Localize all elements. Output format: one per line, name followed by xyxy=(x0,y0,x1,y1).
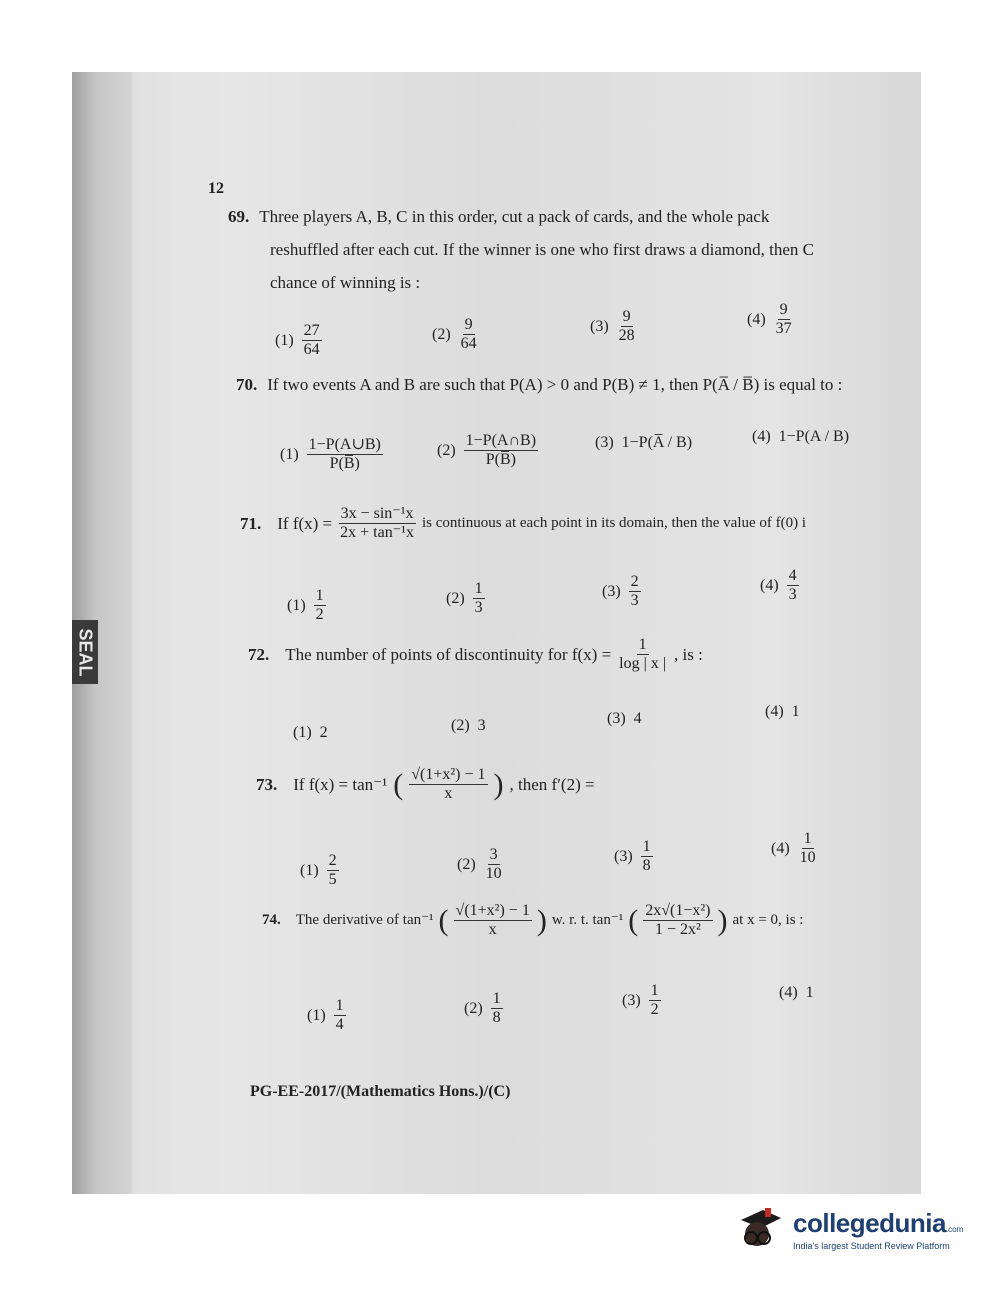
numerator: 1 xyxy=(650,982,659,999)
fraction xyxy=(302,322,322,359)
option-69-2[interactable] xyxy=(432,316,479,353)
question-text: The derivative of tan⁻¹ xyxy=(295,912,434,928)
numerator: √(1+x²) − 1 xyxy=(455,902,530,919)
option-text: 4 xyxy=(633,710,642,727)
denominator: P(B̅) xyxy=(485,451,516,468)
option-label: (1) xyxy=(293,724,312,741)
fraction xyxy=(314,587,326,624)
denominator: 10 xyxy=(799,849,816,866)
question-70 xyxy=(236,368,926,401)
denominator: 64 xyxy=(460,335,477,352)
option-70-1[interactable] xyxy=(280,436,383,473)
option-71-4[interactable] xyxy=(760,567,799,604)
option-label: (4) xyxy=(760,576,779,594)
numerator: 1 xyxy=(335,997,344,1014)
option-70-2[interactable] xyxy=(437,432,538,469)
option-label: (4) xyxy=(747,310,766,328)
fraction xyxy=(484,846,504,883)
denominator: 2 xyxy=(650,1001,659,1018)
denominator: log | x | xyxy=(619,655,667,672)
question-number: 71. xyxy=(240,514,262,533)
fraction xyxy=(459,316,479,353)
numerator: 1 xyxy=(638,636,647,653)
logo-tagline: India's largest Student Review Platform xyxy=(793,1240,950,1251)
question-text: , is : xyxy=(674,645,703,664)
question-71 xyxy=(240,505,930,542)
denominator: 10 xyxy=(485,865,502,882)
fraction xyxy=(787,567,799,604)
numerator: √(1+x²) − 1 xyxy=(411,766,486,783)
option-74-1[interactable] xyxy=(307,997,346,1034)
option-label: (3) xyxy=(607,710,626,727)
question-text: is continuous at each point in its domain, then the value of f(0) i xyxy=(421,515,807,531)
numerator: 1 xyxy=(642,838,651,855)
option-label: (2) xyxy=(437,441,456,459)
question-number: 69. xyxy=(228,207,250,226)
option-71-2[interactable] xyxy=(446,580,485,617)
question-text: The number of points of discontinuity for f(x) = xyxy=(285,645,612,664)
option-label: (1) xyxy=(300,861,319,879)
option-71-1[interactable] xyxy=(287,587,326,624)
option-label: (3) xyxy=(614,847,633,865)
fraction xyxy=(473,580,485,617)
option-72-1[interactable] xyxy=(293,724,328,742)
option-69-1[interactable] xyxy=(275,322,322,359)
option-label: (2) xyxy=(451,717,470,734)
option-label: (3) xyxy=(595,434,614,451)
denominator: 5 xyxy=(328,871,337,888)
collegedunia-logo[interactable] xyxy=(735,1198,965,1260)
question-text: Three players A, B, C in this order, cut a pack of cards, and the whole pack xyxy=(259,207,770,226)
denominator: 28 xyxy=(618,327,635,344)
option-label: (1) xyxy=(280,445,299,463)
denominator: 3 xyxy=(788,586,797,603)
option-69-4[interactable] xyxy=(747,301,794,338)
option-74-3[interactable] xyxy=(622,982,661,1019)
question-text: If f(x) = tan⁻¹ xyxy=(293,775,388,794)
denominator: 37 xyxy=(775,320,792,337)
question-74 xyxy=(262,902,803,939)
option-label: (4) xyxy=(752,428,771,445)
fraction xyxy=(649,982,661,1019)
right-paren: ) xyxy=(493,768,504,801)
option-label: (3) xyxy=(602,582,621,600)
fraction xyxy=(338,505,416,542)
question-number: 74. xyxy=(262,912,281,928)
numerator: 1 xyxy=(492,990,501,1007)
question-text: reshuffled after each cut. If the winner is one who first draws a diamond, then C xyxy=(270,240,814,259)
fraction xyxy=(643,902,712,939)
option-text: 1 xyxy=(805,984,814,1001)
numerator: 9 xyxy=(779,301,788,318)
option-label: (2) xyxy=(457,855,476,873)
left-paren: ( xyxy=(438,904,449,937)
side-tab xyxy=(72,620,98,684)
fraction xyxy=(454,902,532,939)
fraction xyxy=(617,308,637,345)
option-72-4[interactable] xyxy=(765,703,800,721)
option-text: 2 xyxy=(319,724,328,741)
option-73-1[interactable] xyxy=(300,852,339,889)
question-number: 70. xyxy=(236,375,258,394)
numerator: 1 xyxy=(803,830,812,847)
question-text: If f(x) = xyxy=(277,514,333,533)
numerator: 4 xyxy=(788,567,797,584)
page-number: 12 xyxy=(208,180,224,197)
denominator: 1 − 2x² xyxy=(654,921,701,938)
denominator: 4 xyxy=(335,1016,344,1033)
numerator: 3x − sin⁻¹x xyxy=(340,505,414,522)
denominator: P(B̅) xyxy=(329,455,360,472)
denominator: x xyxy=(444,785,453,802)
option-label: (1) xyxy=(307,1006,326,1024)
question-text: If two events A and B are such that P(A) > 0 and P(B) ≠ 1, then P(A̅ / B̅) is equal to : xyxy=(267,375,843,394)
fraction xyxy=(307,436,383,473)
left-paren: ( xyxy=(393,768,404,801)
question-69 xyxy=(228,200,928,299)
footer-code: PG-EE-2017/(Mathematics Hons.)/(C) xyxy=(250,1083,511,1100)
question-number: 72. xyxy=(248,645,270,664)
option-label: (2) xyxy=(464,999,483,1017)
numerator: 9 xyxy=(464,316,473,333)
denominator: 8 xyxy=(642,857,651,874)
denominator: 3 xyxy=(474,599,483,616)
option-73-2[interactable] xyxy=(457,846,504,883)
left-paren: ( xyxy=(628,904,639,937)
numerator: 1 xyxy=(474,580,483,597)
right-paren: ) xyxy=(536,904,547,937)
option-74-2[interactable] xyxy=(464,990,503,1027)
option-text: 1 xyxy=(791,703,800,720)
option-label: (4) xyxy=(771,839,790,857)
denominator: 8 xyxy=(492,1009,501,1026)
option-73-3[interactable] xyxy=(614,838,653,875)
denominator: 2 xyxy=(315,606,324,623)
fraction xyxy=(464,432,538,469)
question-text: w. r. t. tan⁻¹ xyxy=(551,912,624,928)
question-72 xyxy=(248,636,703,673)
option-label: (1) xyxy=(287,596,306,614)
fraction xyxy=(774,301,794,338)
numerator: 1 xyxy=(315,587,324,604)
side-tab-label: SEAL xyxy=(75,627,96,677)
question-number: 73. xyxy=(256,775,278,794)
fraction xyxy=(327,852,339,889)
numerator: 2x√(1−x²) xyxy=(645,902,711,919)
logo-name: collegedunia xyxy=(793,1207,946,1238)
option-text: 1−P(A / B) xyxy=(778,428,850,445)
option-label: (2) xyxy=(446,589,465,607)
numerator: 2 xyxy=(630,573,639,590)
option-71-3[interactable] xyxy=(602,573,641,610)
right-paren: ) xyxy=(717,904,728,937)
fraction xyxy=(409,766,487,803)
question-text: chance of winning is : xyxy=(270,273,421,292)
option-69-3[interactable] xyxy=(590,308,637,345)
option-70-4[interactable] xyxy=(752,428,849,446)
option-text: 3 xyxy=(477,717,486,734)
option-label: (3) xyxy=(622,991,641,1009)
fraction xyxy=(334,997,346,1034)
option-72-3[interactable] xyxy=(607,710,642,728)
question-text: , then f′(2) = xyxy=(509,775,595,794)
numerator: 27 xyxy=(303,322,320,339)
fraction xyxy=(629,573,641,610)
fraction xyxy=(798,830,818,867)
option-label: (1) xyxy=(275,331,294,349)
numerator: 1−P(A∪B) xyxy=(308,436,381,453)
fraction xyxy=(491,990,503,1027)
numerator: 3 xyxy=(489,846,498,863)
denominator: 3 xyxy=(630,592,639,609)
option-74-4[interactable] xyxy=(779,984,814,1002)
numerator: 2 xyxy=(328,852,337,869)
denominator: 64 xyxy=(303,341,320,358)
option-70-3[interactable] xyxy=(595,434,692,452)
question-73 xyxy=(256,766,595,803)
question-text: at x = 0, is : xyxy=(732,912,804,928)
denominator: x xyxy=(488,921,497,938)
numerator: 1−P(A∩B) xyxy=(465,432,537,449)
option-label: (3) xyxy=(590,317,609,335)
option-text: 1−P(A̅ / B) xyxy=(621,434,693,451)
option-label: (4) xyxy=(765,703,784,720)
numerator: 9 xyxy=(622,308,631,325)
option-73-4[interactable] xyxy=(771,830,818,867)
option-72-2[interactable] xyxy=(451,717,486,735)
fraction xyxy=(641,838,653,875)
fraction xyxy=(617,636,668,673)
option-label: (2) xyxy=(432,325,451,343)
logo-suffix: .com xyxy=(945,1224,964,1234)
option-label: (4) xyxy=(779,984,798,1001)
denominator: 2x + tan⁻¹x xyxy=(340,524,414,541)
logo-mascot-icon xyxy=(735,1204,785,1254)
